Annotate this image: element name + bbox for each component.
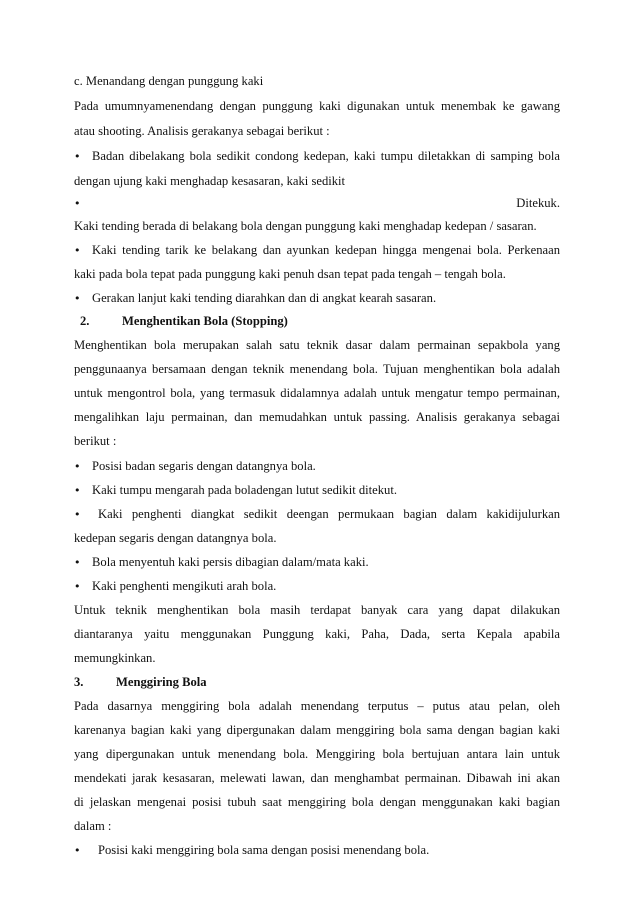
bullet-icon [74,506,98,522]
bullet-icon [74,458,92,474]
paragraph-line: mendekati jarak kesasaran, melewati lawan, dan menghambat permainan. Dibawah ini akan [74,771,560,785]
paragraph-line: dalam : [74,819,112,833]
paragraph-line: atau shooting. Analisis gerakanya sebagai berikut : [74,124,330,138]
bullet-icon [74,148,92,164]
list-item: •Gerakan lanjut kaki tending diarahkan dan di angkat kearah sasaran. [74,290,560,306]
section-3-heading: 3. Menggiring Bola [74,675,207,689]
paragraph-line: diantaranya yaitu menggunakan Punggung kaki, Paha, Dada, serta Kepala apabila [74,627,560,641]
paragraph-line: Untuk teknik menghentikan bola masih terdapat banyak cara yang dapat dilakukan [74,603,560,617]
list-item-continuation: kedepan segaris dengan datangnya bola. [74,531,277,545]
list-item-continuation: dengan ujung kaki menghadap kesasaran, kaki sedikit [74,174,346,188]
paragraph-line: memungkinkan. [74,651,156,665]
bullet-icon [74,195,92,211]
paragraph-line: mengalihkan laju permainan, dan memudahkan untuk passing. Analisis gerakanya sebagai [74,410,560,424]
bullet-icon [74,482,92,498]
section-2-heading: 2. Menghentikan Bola (Stopping) [80,314,288,328]
bullet-icon [74,554,92,570]
paragraph-line: penggunaanya bersamaan dengan teknik menendang bola. Tujuan menghentikan bola adalah [74,362,560,376]
paragraph-line: Menghentikan bola merupakan salah satu teknik dasar dalam permainan sepakbola yang [74,338,560,352]
paragraph-line: Pada dasarnya menggiring bola adalah menendang terputus – putus atau pelan, oleh [74,699,560,713]
paragraph-line: untuk mengontrol bola, yang termasuk didalamnya adalah untuk mengatur tempo permainan, [74,386,560,400]
list-item-continuation: kaki pada bola tepat pada punggung kaki penuh dsan tepat pada tengah – tengah bola. [74,267,506,281]
list-item: •Posisi badan segaris dengan datangnya bola. [74,458,560,474]
paragraph-line: berikut : [74,434,117,448]
list-item: •Posisi kaki menggiring bola sama dengan posisi menendang bola. [74,842,560,858]
paragraph-line: Kaki tending berada di belakang bola dengan punggung kaki menghadap kedepan / sasaran. [74,219,537,233]
list-item: •Kaki tending tarik ke belakang dan ayunkan kedepan hingga mengenai bola. Perkenaan [74,242,560,258]
paragraph-line: di jelaskan mengenai posisi tubuh saat menggiring bola dengan menggunakan kaki bagian [74,795,560,809]
section-c-heading: c. Menandang dengan punggung kaki [74,74,264,88]
bullet-icon [74,578,92,594]
paragraph-line: Pada umumnyamenendang dengan punggung kaki digunakan untuk menembak ke gawang [74,99,560,113]
bullet-icon [74,242,92,258]
list-item: • Ditekuk. [74,195,560,211]
paragraph-line: yang dipergunakan untuk menendang bola. Menggiring bola bertujuan antara lain untuk [74,747,560,761]
list-item: •Kaki penghenti diangkat sedikit deengan permukaan bagian dalam kakidijulurkan [74,506,560,522]
bullet-icon [74,842,98,858]
paragraph-line: karenanya bagian kaki yang dipergunakan dalam menggiring bola sama dengan bagian kaki [74,723,560,737]
list-item: •Kaki tumpu mengarah pada boladengan lutut sedikit ditekut. [74,482,560,498]
list-item: •Bola menyentuh kaki persis dibagian dalam/mata kaki. [74,554,560,570]
list-item: •Badan dibelakang bola sedikit condong kedepan, kaki tumpu diletakkan di samping bola [74,148,560,164]
list-item: •Kaki penghenti mengikuti arah bola. [74,578,560,594]
bullet-icon [74,290,92,306]
